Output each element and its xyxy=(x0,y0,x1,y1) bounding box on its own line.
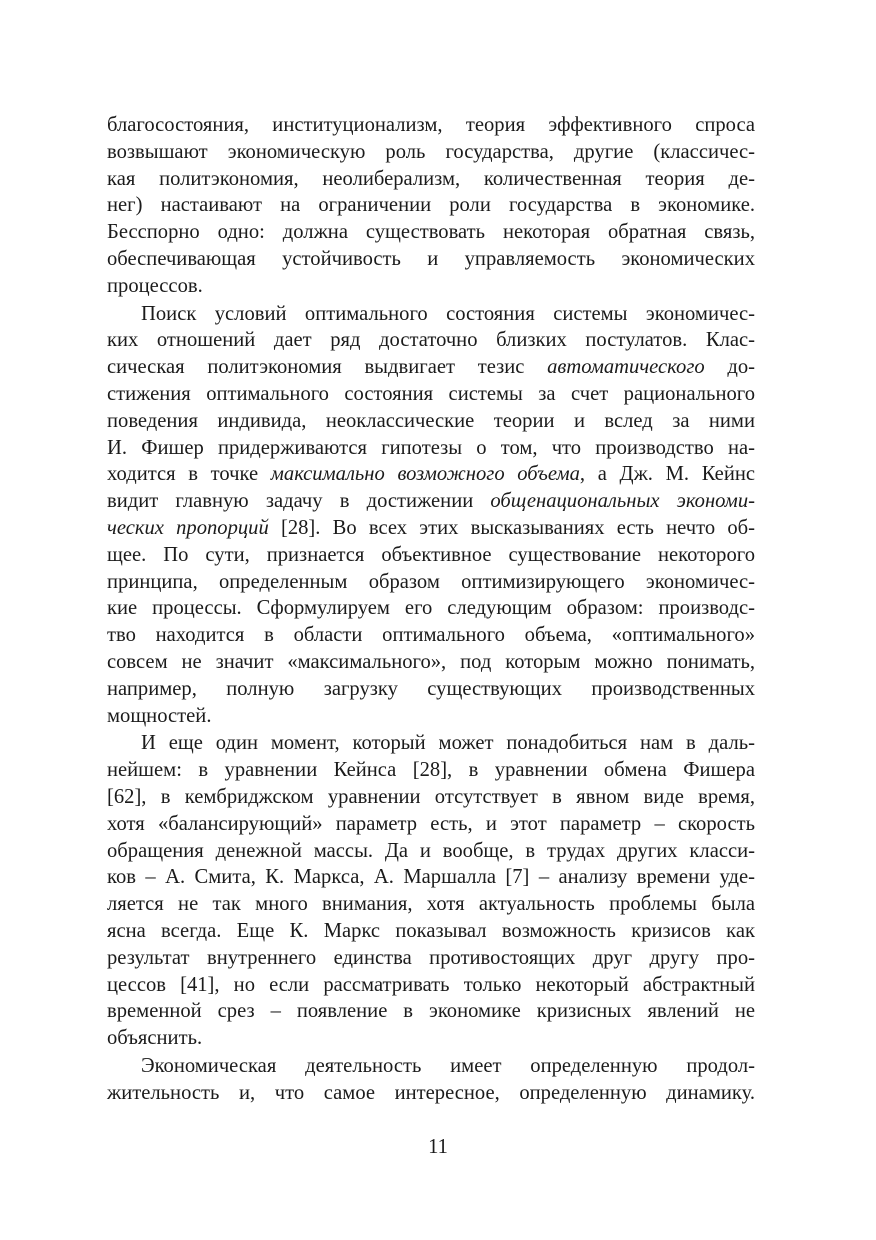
text-line xyxy=(107,273,755,300)
text-line xyxy=(107,1053,755,1080)
text-line xyxy=(107,488,755,515)
text-run: [62], в кембриджском уравнении отсутствует в явном виде время, xyxy=(107,785,755,808)
text-run: ков – А. Смита, К. Маркса, А. Маршалла [7] – анализу времени уде- xyxy=(107,866,755,889)
paragraph xyxy=(107,730,755,1052)
text-line xyxy=(107,301,755,328)
text-line xyxy=(107,569,755,596)
text-line xyxy=(107,166,755,193)
text-run: обращения денежной массы. Да и вообще, в трудах других класси- xyxy=(107,839,755,862)
paragraph xyxy=(107,1053,755,1107)
text-line xyxy=(107,408,755,435)
text-run: сическая политэкономия выдвигает тезис xyxy=(107,356,548,379)
text-run: ясна всегда. Еще К. Маркс показывал возможность кризисов как xyxy=(107,919,755,942)
page-body xyxy=(107,112,755,1106)
text-line xyxy=(107,918,755,945)
text-run: видит главную задачу в достижении xyxy=(107,490,491,513)
text-line xyxy=(107,542,755,569)
text-line xyxy=(107,622,755,649)
text-run: нейшем: в уравнении Кейнса [28], в уравнении обмена Фишера xyxy=(107,759,755,782)
text-line xyxy=(107,112,755,139)
text-run: ких отношений дает ряд достаточно близких постулатов. Клас- xyxy=(107,329,755,352)
paragraph xyxy=(107,112,755,300)
text-line xyxy=(107,730,755,757)
text-run: поведения индивида, неоклассические теории и вслед за ними xyxy=(107,409,755,432)
text-line xyxy=(107,1080,755,1107)
text-run: временной срез – появление в экономике кризисных явлений не xyxy=(107,1000,755,1023)
text-run: до- xyxy=(704,356,756,379)
text-line xyxy=(107,354,755,381)
text-line xyxy=(107,676,755,703)
text-run: И еще один момент, который может понадобиться нам в даль- xyxy=(141,732,755,755)
text-run: кая политэкономия, неолиберализм, количественная теория де- xyxy=(107,167,755,190)
text-run: обеспечивающая устойчивость и управляемость экономических xyxy=(107,247,755,270)
text-line xyxy=(107,649,755,676)
text-run: [28]. Во всех этих высказываниях есть нечто об- xyxy=(268,516,755,539)
text-run: результат внутреннего единства противостоящих друг другу про- xyxy=(107,946,755,969)
text-run: нег) настаивают на ограничении роли государства в экономике. xyxy=(107,194,755,217)
text-run: цессов [41], но если рассматривать только некоторый абстрактный xyxy=(107,973,755,996)
text-line xyxy=(107,838,755,865)
italic-text: максимально возможного объема xyxy=(270,463,580,486)
italic-text: автоматического xyxy=(547,356,705,379)
text-line xyxy=(107,945,755,972)
text-line xyxy=(107,998,755,1025)
text-line xyxy=(107,784,755,811)
text-line xyxy=(107,595,755,622)
text-line xyxy=(107,461,755,488)
text-line xyxy=(107,246,755,273)
text-line xyxy=(107,219,755,246)
text-line xyxy=(107,327,755,354)
paragraph xyxy=(107,301,755,730)
italic-text: ческих пропорций xyxy=(107,516,269,539)
text-run: И. Фишер придерживаются гипотезы о том, что производство на- xyxy=(107,436,755,459)
text-run: возвышают экономическую роль государства, другие (классичес- xyxy=(107,140,755,163)
text-line xyxy=(107,891,755,918)
text-run: принципа, определенным образом оптимизирующего экономичес- xyxy=(107,570,755,593)
text-line xyxy=(107,811,755,838)
text-run: щее. По сути, признается объективное существование некоторого xyxy=(107,543,755,566)
text-run: Поиск условий оптимального состояния системы экономичес- xyxy=(141,302,755,325)
text-line xyxy=(107,864,755,891)
text-run: ляется не так много внимания, хотя актуальность проблемы была xyxy=(107,893,755,916)
italic-text: общенациональных экономи- xyxy=(490,490,755,513)
text-line xyxy=(107,139,755,166)
text-line xyxy=(107,381,755,408)
text-line xyxy=(107,515,755,542)
text-run: например, полную загрузку существующих производственных xyxy=(107,677,755,700)
text-run: жительность и, что самое интересное, определенную динамику. xyxy=(107,1081,755,1104)
text-run: кие процессы. Сформулируем его следующим образом: производс- xyxy=(107,597,755,620)
text-line xyxy=(107,1025,755,1052)
text-line xyxy=(107,435,755,462)
text-run: совсем не значит «максимального», под которым можно понимать, xyxy=(107,650,755,673)
text-line xyxy=(107,703,755,730)
text-run: мощностей. xyxy=(107,704,212,727)
text-line xyxy=(107,192,755,219)
text-run: Экономическая деятельность имеет определенную продол- xyxy=(141,1054,755,1077)
text-run: объяснить. xyxy=(107,1027,203,1050)
text-run: ходится в точке xyxy=(107,463,271,486)
text-run: тво находится в области оптимального объема, «оптимального» xyxy=(107,624,755,647)
page-number: 11 xyxy=(428,1136,448,1158)
text-line xyxy=(107,757,755,784)
text-run: благосостояния, институционализм, теория эффективного спроса xyxy=(107,114,755,136)
text-run: процессов. xyxy=(107,274,203,297)
text-run: стижения оптимального состояния системы за счет рационального xyxy=(107,382,755,405)
text-run: , а Дж. М. Кейнс xyxy=(579,463,756,486)
text-line xyxy=(107,972,755,999)
text-run: хотя «балансирующий» параметр есть, и этот параметр – скорость xyxy=(107,812,755,835)
text-run: Бесспорно одно: должна существовать некоторая обратная связь, xyxy=(107,221,755,244)
